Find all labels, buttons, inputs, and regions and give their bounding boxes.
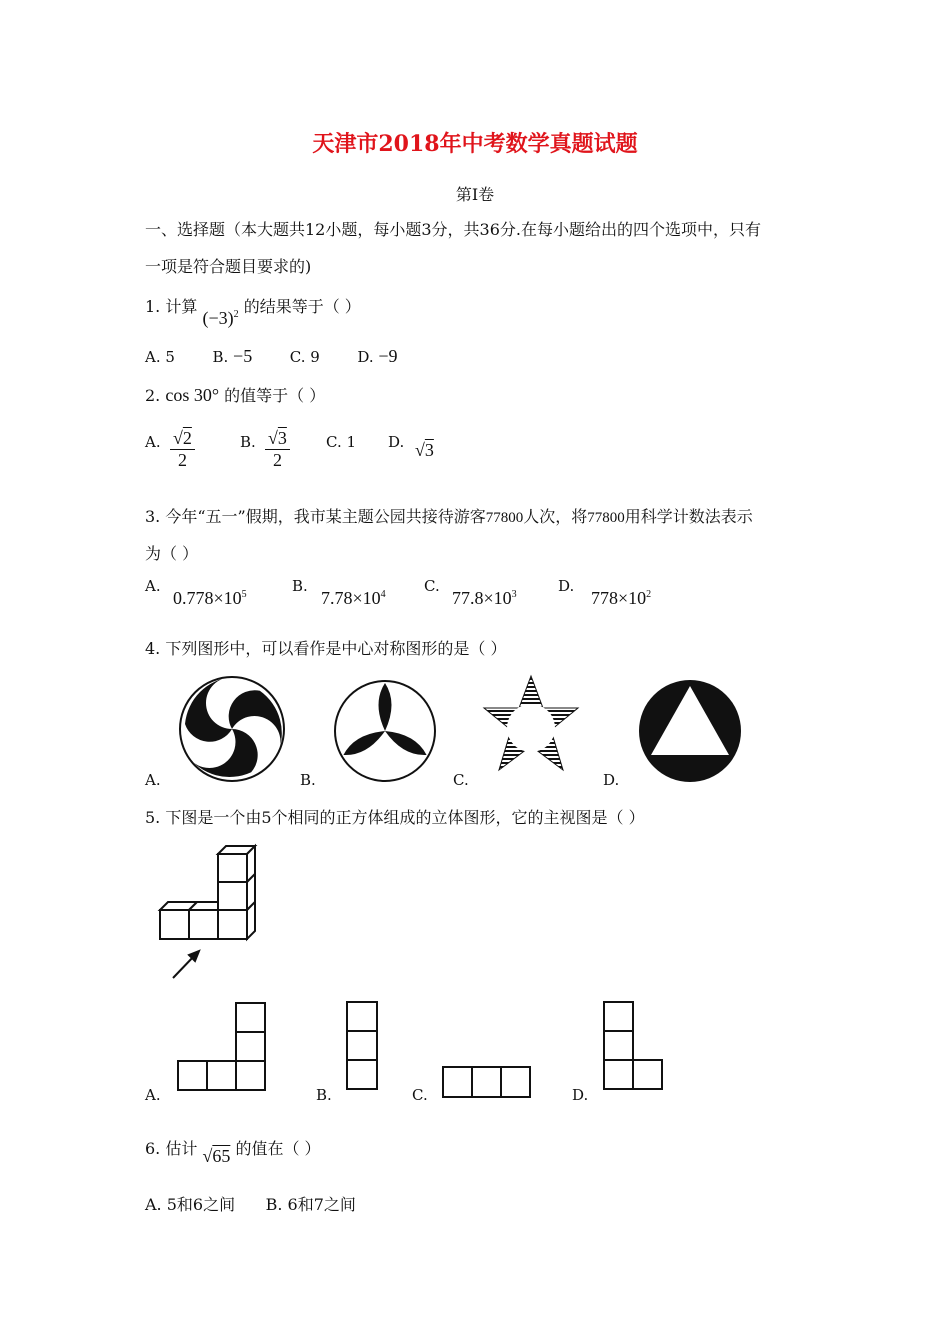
- q6-prefix: 6. 估计: [145, 1139, 198, 1158]
- q5-option-b-view: [345, 1000, 379, 1092]
- q3-b-mantissa: 7.78×10: [321, 588, 381, 608]
- question-4: 4. 下列图形中，可以看作是中心对称图形的是（ ）: [145, 639, 507, 658]
- q6-suffix: 的值在（ ）: [235, 1139, 321, 1158]
- q3-text-a: 3. 今年“五一”假期，我市某主题公园共接待游客: [145, 507, 486, 526]
- q6-sqrt: √65: [202, 1146, 231, 1166]
- q3-option-d-value: [591, 588, 651, 609]
- q5-label-a: A.: [145, 1086, 161, 1104]
- q2-d-radicand: 3: [424, 440, 434, 460]
- q4-label-b: B.: [300, 771, 316, 789]
- q3-a-exponent: 5: [241, 589, 247, 600]
- q3-a-mantissa: 0.778×10: [173, 588, 242, 608]
- q1-expression: [202, 308, 238, 328]
- q3-option-d-label: D.: [558, 577, 575, 595]
- q6-options: A. 5和6之间 B. 6和7之间: [145, 1195, 356, 1214]
- q3-option-a-label: A.: [145, 577, 161, 595]
- q5-option-d-view: [602, 1000, 666, 1092]
- q2-option-b-label: B.: [240, 433, 256, 451]
- q2-option-a-fraction: $\frac{√2}{2}$: [170, 428, 195, 471]
- page-title: 天津市2018年中考数学真题试题: [312, 131, 638, 157]
- q1-options: [145, 346, 398, 367]
- q3-c-exponent: 3: [511, 589, 517, 600]
- q2-option-d-value: √3: [415, 440, 434, 460]
- q3-text-b: 人次，将: [523, 507, 588, 526]
- q2-suffix: 的值等于（ ）: [224, 386, 326, 405]
- q4-figure-c-hatched-pentagon-flower: [481, 674, 581, 786]
- question-6: [145, 1136, 321, 1166]
- question-2: [145, 383, 325, 406]
- q2-option-b-fraction: $\frac{√3}{2}$: [265, 428, 290, 471]
- q3-text-c: 用科学计数法表示: [624, 507, 753, 526]
- q2-b-radicand: 3: [277, 428, 287, 448]
- q4-label-d: D.: [603, 771, 620, 789]
- q2-a-denominator: 2: [177, 450, 187, 470]
- q4-figure-b-three-petals: [332, 678, 438, 784]
- q2-expression: cos 30°: [165, 385, 220, 405]
- q2-a-radicand: 2: [182, 428, 192, 448]
- q3-option-a-value: [173, 588, 247, 609]
- section-heading-line2: 一项是符合题目要求的): [145, 257, 312, 276]
- q4-figure-d-triangle-in-circle: [637, 678, 743, 784]
- q5-option-a-view: [177, 1002, 267, 1092]
- q3-d-mantissa: 778×10: [591, 588, 647, 608]
- q4-label-c: C.: [453, 771, 469, 789]
- q2-option-d-label: D.: [388, 433, 405, 451]
- q4-label-a: A.: [145, 771, 161, 789]
- q2-option-a-label: A.: [145, 433, 161, 451]
- q2-option-c: C. 1: [326, 433, 357, 451]
- q5-option-c-view: [441, 1065, 533, 1099]
- q1-option-b-value: −5: [233, 346, 253, 366]
- q6-radicand: 65: [212, 1146, 231, 1166]
- question-3-line2: 为（ ）: [145, 544, 199, 563]
- q1-option-a: A. 5: [145, 348, 175, 366]
- question-3-line1: [145, 504, 753, 527]
- q5-label-c: C.: [412, 1086, 428, 1104]
- q3-number-2: 77800: [587, 510, 625, 526]
- q4-figure-a-triple-swirl: [177, 674, 287, 784]
- q3-number: 77800: [485, 510, 524, 526]
- q3-option-c-value: [452, 588, 517, 609]
- q3-option-b-value: [321, 588, 386, 609]
- q3-option-b-label: B.: [292, 577, 308, 595]
- q1-exponent: 2: [233, 309, 239, 320]
- q1-base: (−3): [202, 308, 234, 328]
- question-1: [145, 294, 361, 328]
- q3-c-mantissa: 77.8×10: [452, 588, 512, 608]
- question-5: 5. 下图是一个由5个相同的正方体组成的立体图形，它的主视图是（ ）: [145, 808, 645, 827]
- q3-option-c-label: C.: [424, 577, 440, 595]
- q1-option-b-label: B.: [212, 348, 234, 366]
- q1-suffix: 的结果等于（ ）: [243, 297, 361, 316]
- q2-prefix: 2.: [145, 386, 161, 405]
- q1-option-d-value: −9: [378, 346, 398, 366]
- q3-b-exponent: 4: [380, 589, 386, 600]
- q5-label-b: B.: [316, 1086, 332, 1104]
- section-volume-label: 第Ⅰ卷: [455, 185, 495, 204]
- q2-b-denominator: 2: [272, 450, 282, 470]
- section-heading-line1: 一、选择题（本大题共12小题，每小题3分，共36分.在每小题给出的四个选项中，只有: [145, 220, 761, 239]
- q3-d-exponent: 2: [646, 589, 652, 600]
- q1-option-c: C. 9: [289, 348, 320, 366]
- q1-prefix: 1. 计算: [145, 297, 198, 316]
- q5-solid-figure: [155, 840, 275, 985]
- q1-option-d-label: D.: [357, 348, 379, 366]
- q5-label-d: D.: [572, 1086, 589, 1104]
